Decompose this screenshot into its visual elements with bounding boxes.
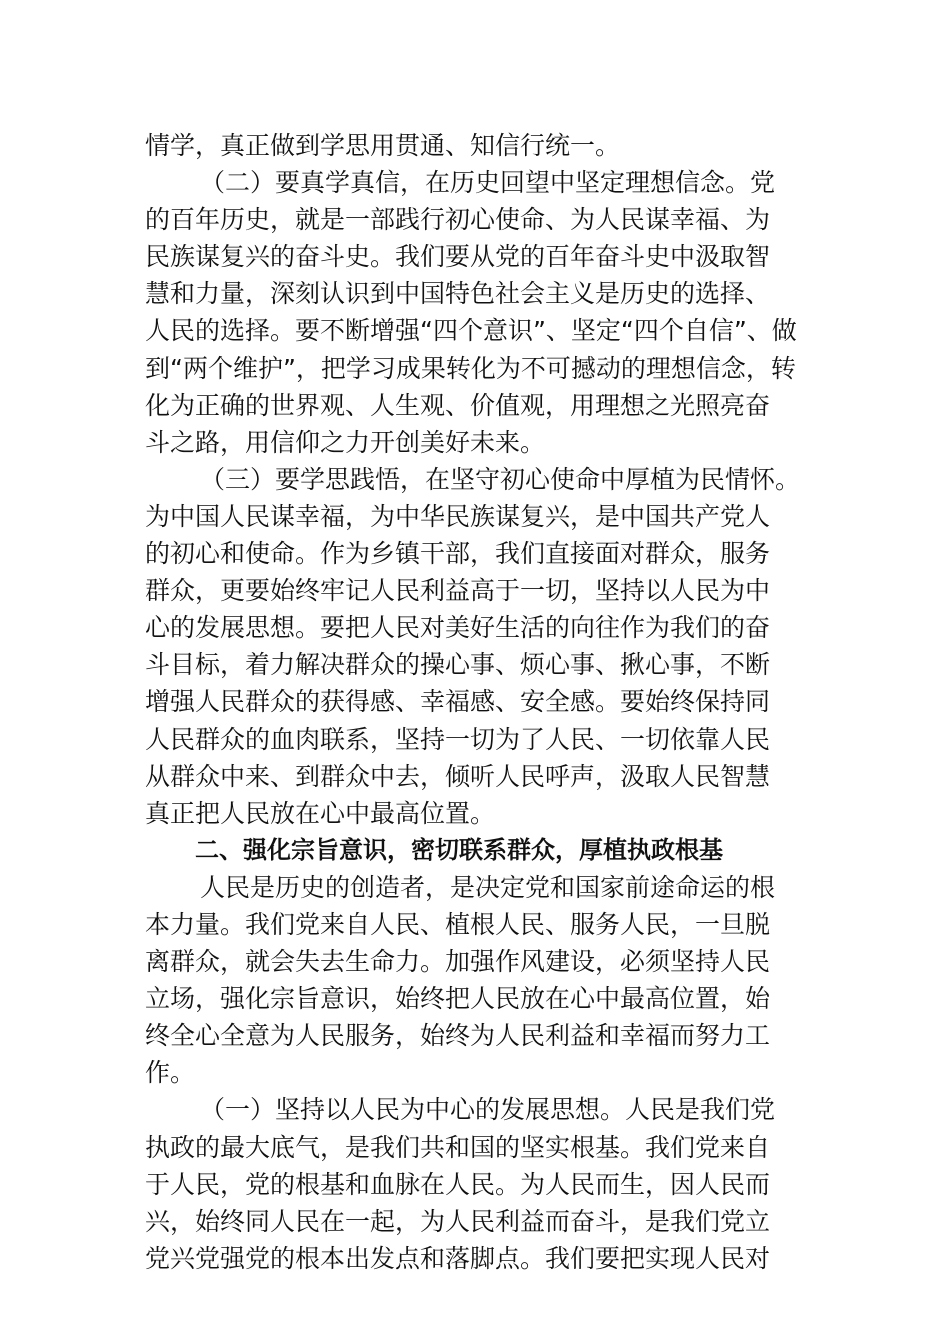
- text-line: 民族谋复兴的奋斗史。我们要从党的百年奋斗史中汲取智: [145, 242, 771, 272]
- text-line: 群众，更要始终牢记人民利益高于一切，坚持以人民为中: [145, 576, 771, 606]
- text-line: 人民是历史的创造者，是决定党和国家前途命运的根: [200, 872, 776, 902]
- subsection-heading-line: （三）要学思践悟，在坚守初心使命中厚植为民情怀。: [200, 464, 801, 494]
- text-line: 的初心和使命。作为乡镇干部，我们直接面对群众，服务: [145, 539, 771, 569]
- text-line: 到“两个维护”，把学习成果转化为不可撼动的理想信念，转: [145, 353, 796, 383]
- text-line: 化为正确的世界观、人生观、价值观，用理想之光照亮奋: [145, 390, 771, 420]
- subsection-heading-line: （一）坚持以人民为中心的发展思想。人民是我们党: [200, 1095, 776, 1125]
- text-line: 心的发展思想。要把人民对美好生活的向往作为我们的奋: [145, 613, 771, 643]
- subsection-heading-line: （二）要真学真信，在历史回望中坚定理想信念。党: [200, 168, 776, 198]
- text-line: 为中国人民谋幸福，为中华民族谋复兴，是中国共产党人: [145, 501, 771, 531]
- text-line: 于人民，党的根基和血脉在人民。为人民而生，因人民而: [145, 1169, 771, 1199]
- text-line: 增强人民群众的获得感、幸福感、安全感。要始终保持同: [145, 687, 771, 717]
- text-line: 斗之路，用信仰之力开创美好未来。: [145, 427, 546, 457]
- text-line: 执政的最大底气，是我们共和国的坚实根基。我们党来自: [145, 1132, 771, 1162]
- text-line: 作。: [145, 1058, 196, 1088]
- text-line: 党兴党强党的根本出发点和落脚点。我们要把实现人民对: [145, 1243, 771, 1273]
- text-line: 情学，真正做到学思用贯通、知信行统一。: [145, 131, 621, 160]
- text-line: 离群众，就会失去生命力。加强作风建设，必须坚持人民: [145, 947, 771, 977]
- text-line: 人民群众的血肉联系，坚持一切为了人民、一切依靠人民: [145, 724, 771, 754]
- text-line: 的百年历史，就是一部践行初心使命、为人民谋幸福、为: [145, 205, 771, 235]
- document-body: [145, 127, 825, 1277]
- text-line: 人民的选择。要不断增强“四个意识”、坚定“四个自信”、做: [145, 316, 797, 346]
- text-line: 慧和力量，深刻认识到中国特色社会主义是历史的选择、: [145, 279, 771, 309]
- text-line: 斗目标，着力解决群众的操心事、烦心事、揪心事，不断: [145, 650, 771, 680]
- section-heading: 二、强化宗旨意识，密切联系群众，厚植执政根基: [195, 835, 723, 864]
- text-line: 兴，始终同人民在一起，为人民利益而奋斗，是我们党立: [145, 1206, 771, 1236]
- text-line: 终全心全意为人民服务，始终为人民利益和幸福而努力工: [145, 1021, 771, 1051]
- text-line: 从群众中来、到群众中去，倾听人民呼声，汲取人民智慧: [145, 761, 771, 791]
- text-line: 本力量。我们党来自人民、植根人民、服务人民，一旦脱: [145, 909, 771, 939]
- text-line: 真正把人民放在心中最高位置。: [145, 798, 496, 828]
- text-line: 立场，强化宗旨意识，始终把人民放在心中最高位置，始: [145, 984, 771, 1014]
